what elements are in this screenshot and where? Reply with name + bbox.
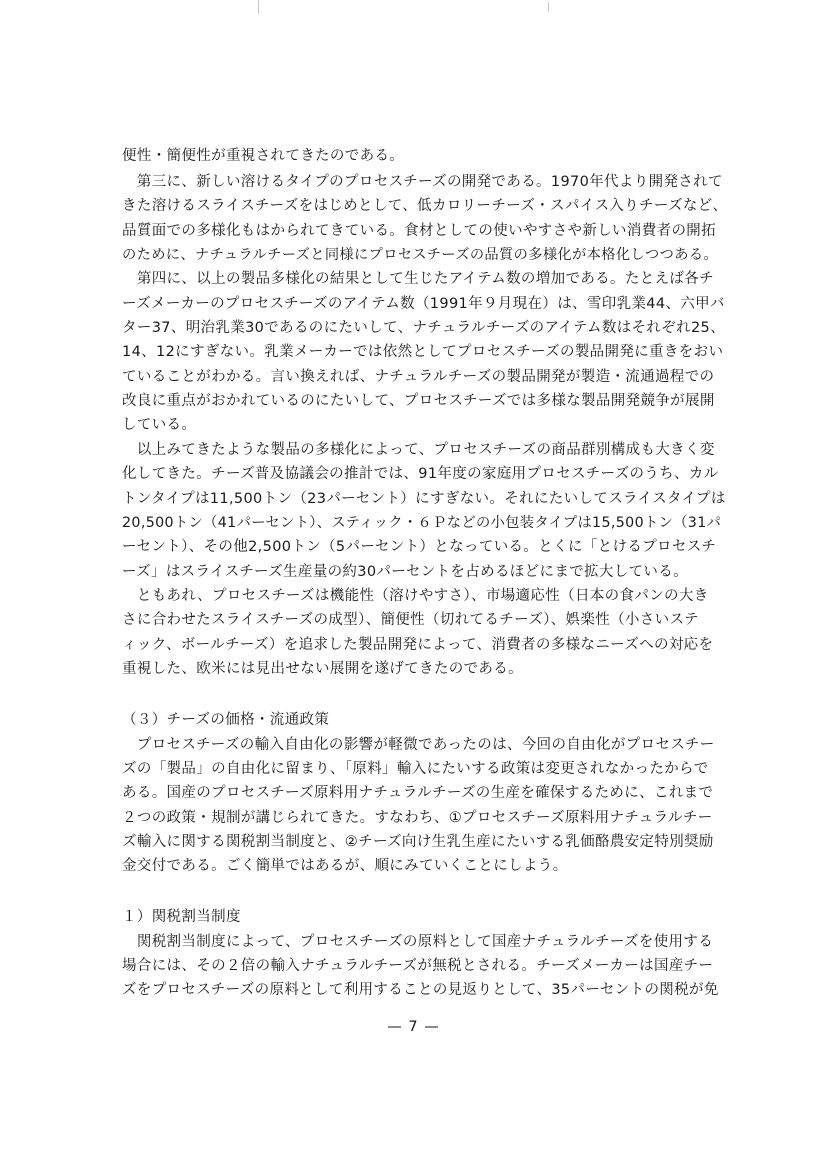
text-line: きた溶けるスライスチーズをはじめとして、低カロリーチーズ・スパイス入りチーズなど、 [122, 198, 728, 214]
text-line: ィック、ボールチーズ）を追求した製品開発によって、消費者の多様なニーズへの対応を [122, 637, 714, 653]
text-line: ズをプロセスチーズの原料として利用することの見返りとして、35パーセントの関税が免 [122, 982, 719, 998]
text-line: ともあれ、プロセスチーズは機能性（溶けやすさ）、市場適応性（日本の食パンの大き [122, 588, 709, 604]
text-line: 重視した、欧米には見出せない展開を遂げてきたのである。 [122, 661, 523, 677]
text-line: 化してきた。チーズ普及協議会の推計では、91年度の家庭用プロセスチーズのうち、カル [122, 466, 719, 482]
text-line: 便性・簡便性が重視されてきたのである。 [122, 148, 405, 164]
text-line: ある。国産のプロセスチーズ原料用ナチュラルチーズの生産を確保するために、これまで [122, 785, 714, 801]
text-line: ズ輸入に関する関税割当制度と、②チーズ向け生乳生産にたいする乳価酪農安定特別奨励 [122, 834, 714, 850]
text-line: 20,500トン（41パーセント）、スティック・６Ｐなどの小包装タイプは15,500トン（31パ [122, 515, 722, 531]
text-line: 場合には、その２倍の輸入ナチュラルチーズが無税とされる。チーズメーカーは国産チー [122, 958, 714, 974]
text-line: 品質面での多様化もはかられてきている。食材としての使いやすさや新しい消費者の開拓 [122, 223, 716, 239]
text-line: 第三に、新しい溶けるタイプのプロセスチーズの開発である。1970年代より開発されて [122, 174, 723, 190]
text-line: さに合わせたスライスチーズの成型）、簡便性（切れてるチーズ）、娯楽性（小さいステ [122, 612, 699, 628]
text-line: 以上みてきたような製品の多様化によって、プロセスチーズの商品群別構成も大きく変 [122, 442, 715, 458]
text-line: ２つの政策・規制が講じられてきた。すなわち、①プロセスチーズ原料用ナチュラルチー [122, 810, 713, 826]
text-line: ーズ」はスライスチーズ生産量の約30パーセントを占めるほどにまで拡大している。 [122, 564, 688, 580]
text-line: ーセント）、その他2,500トン（5パーセント）となっている。とくに「とけるプロセスチ [122, 539, 717, 555]
text-line: ター37、明治乳業30であるのにたいして、ナチュラルチーズのアイテム数はそれぞれ25、 [122, 320, 725, 336]
page-number: — 7 — [387, 1019, 440, 1035]
text-line: 14、12にすぎない。乳業メーカーでは依然としてプロセスチーズの製品開発に重きをおい [122, 344, 724, 360]
text-line: トンタイプは11,500トン（23パーセント）にすぎない。それにたいしてスライスタイプは [122, 491, 726, 507]
text-line: 改良に重点がおかれているのにたいして、プロセスチーズでは多様な製品開発競争が展開 [122, 393, 715, 409]
text-line: 金交付である。ごく簡単ではあるが、順にみていくことにしよう。 [122, 858, 568, 874]
section-heading: （３）チーズの価格・流通政策 [122, 712, 330, 728]
text-line: ーズメーカーのプロセスチーズのアイテム数（1991年９月現在）は、雪印乳業44、六甲バ [122, 296, 725, 312]
text-line: ズの「製品」の自由化に留まり、「原料」輸入にたいする政策は変更されなかったからで [122, 761, 709, 777]
text-line: している。 [122, 417, 197, 433]
scan-artifact [258, 0, 259, 14]
text-line: 第四に、以上の製品多様化の結果として生じたアイテム数の増加である。たとえば各チ [122, 271, 714, 287]
subsection-heading: １）関税割当制度 [122, 909, 241, 925]
scan-artifact [548, 2, 549, 12]
text-line: プロセスチーズの輸入自由化の影響が軽微であったのは、今回の自由化がプロセスチー [122, 737, 715, 753]
text-line: のために、ナチュラルチーズと同様にプロセスチーズの品質の多様化が本格化しつつある。 [122, 247, 719, 263]
text-line: ていることがわかる。言い換えれば、ナチュラルチーズの製品開発が製造・流通過程での [122, 369, 715, 385]
text-line: 関税割当制度によって、プロセスチーズの原料として国産ナチュラルチーズを使用する [122, 934, 714, 950]
